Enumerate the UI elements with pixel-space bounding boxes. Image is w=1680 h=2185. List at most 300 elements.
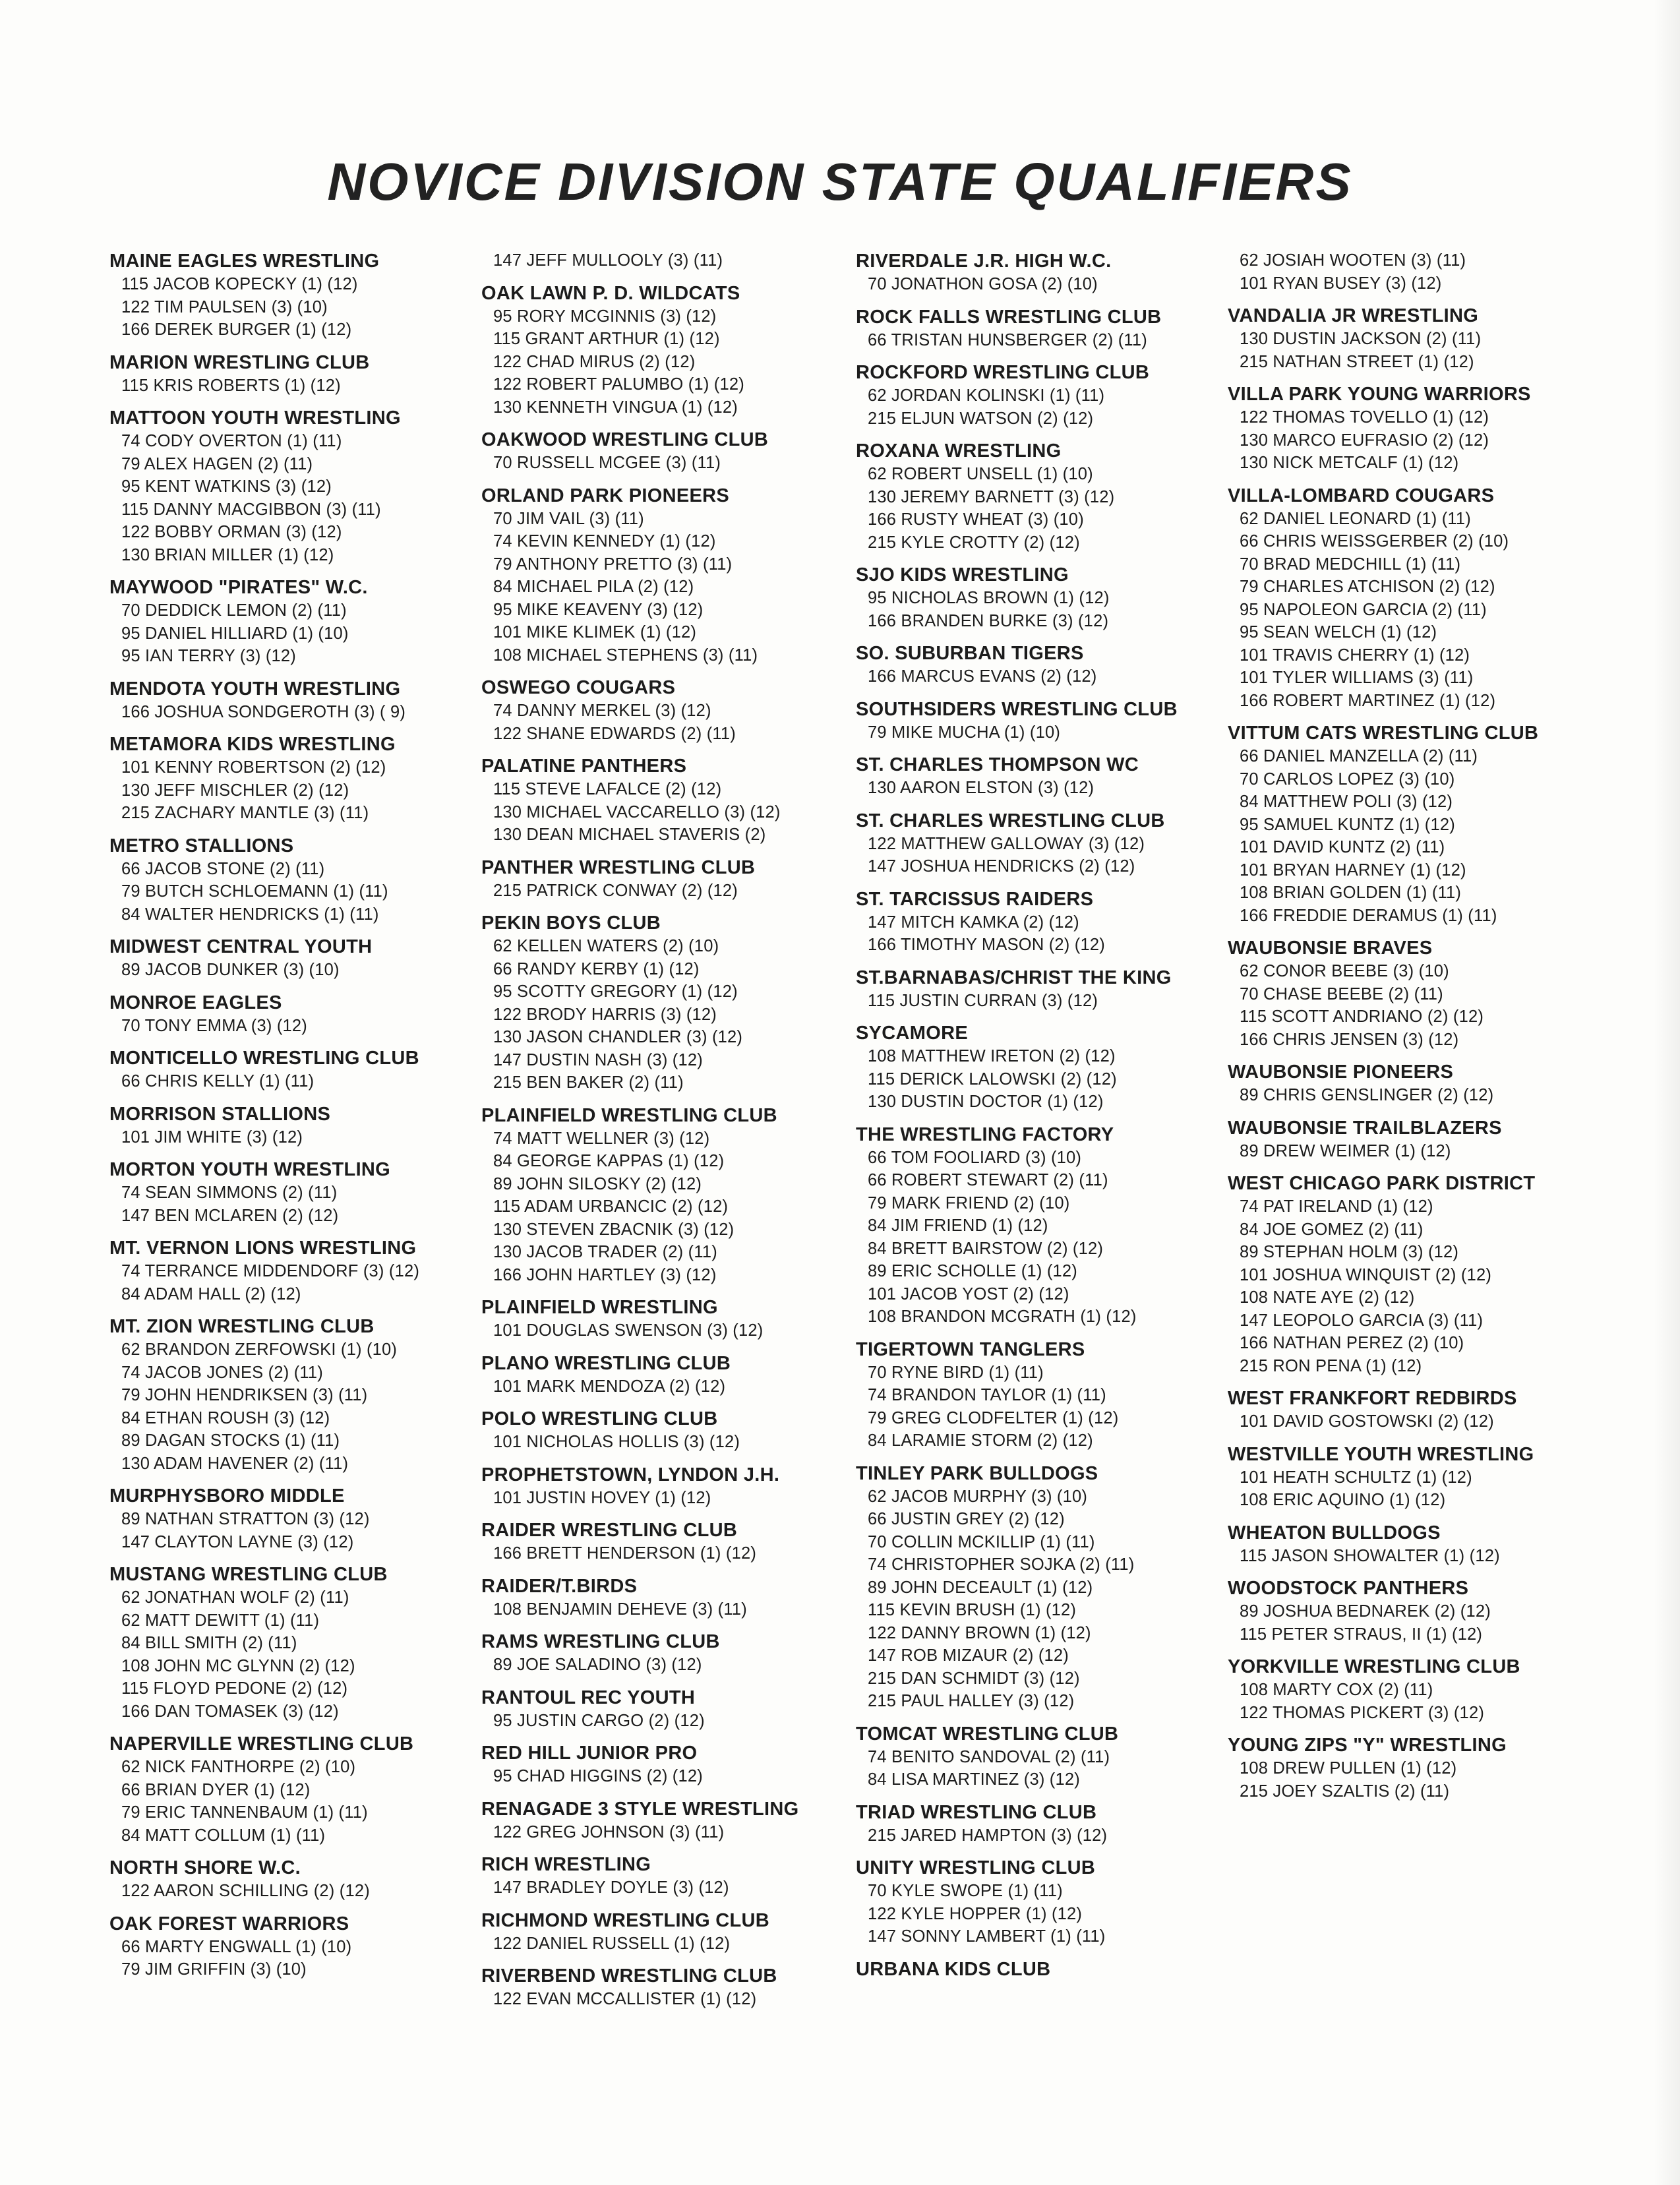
page-title: NOVICE DIVISION STATE QUALIFIERS xyxy=(327,152,1353,211)
club-block xyxy=(481,1853,851,1900)
club-block xyxy=(856,887,1225,957)
club-name: RANTOUL REC YOUTH xyxy=(481,1687,696,1708)
club-name: ST. CHARLES THOMPSON WC xyxy=(856,754,1139,775)
club-name: RAMS WRESTLING CLUB xyxy=(481,1631,720,1652)
wrestler-entry: 122 THOMAS TOVELLO (1) (12) xyxy=(1240,408,1489,427)
club-name: PROPHETSTOWN, LYNDON J.H. xyxy=(481,1464,780,1485)
club-name: MONTICELLO WRESTLING CLUB xyxy=(109,1048,419,1069)
wrestler-entry: 84 GEORGE KAPPAS (1) (12) xyxy=(493,1152,725,1170)
wrestler-entry: 215 PAUL HALLEY (3) (12) xyxy=(868,1692,1075,1710)
wrestler-entry: 66 DANIEL MANZELLA (2) (11) xyxy=(1240,747,1478,765)
wrestler-entry: 95 NICHOLAS BROWN (1) (12) xyxy=(868,589,1110,607)
club-name: MORTON YOUTH WRESTLING xyxy=(109,1159,391,1180)
club-name: SOUTHSIDERS WRESTLING CLUB xyxy=(856,698,1178,720)
wrestler-entry: 166 RUSTY WHEAT (3) (10) xyxy=(868,510,1084,529)
club-name: PANTHER WRESTLING CLUB xyxy=(481,856,756,878)
wrestler-entry: 215 KYLE CROTTY (2) (12) xyxy=(868,533,1080,552)
wrestler-entry: 89 JOHN DECEAULT (1) (12) xyxy=(868,1578,1093,1597)
club-block xyxy=(109,1732,479,1847)
wrestler-entry: 115 KRIS ROBERTS (1) (12) xyxy=(121,376,341,395)
club-block xyxy=(1228,484,1597,713)
club-block xyxy=(481,1296,851,1342)
wrestler-entry: 70 COLLIN MCKILLIP (1) (11) xyxy=(868,1532,1095,1551)
wrestler-entry: 74 CHRISTOPHER SOJKA (2) (11) xyxy=(868,1555,1135,1574)
club-name: SO. SUBURBAN TIGERS xyxy=(856,643,1084,664)
wrestler-entry: 115 PETER STRAUS, II (1) (12) xyxy=(1240,1625,1483,1644)
club-name: VANDALIA JR WRESTLING xyxy=(1228,305,1479,326)
wrestler-entry: 166 DAN TOMASEK (3) (12) xyxy=(121,1702,339,1721)
club-block xyxy=(856,249,1225,296)
continued-entries xyxy=(1228,249,1597,295)
wrestler-entry: 95 IAN TERRY (3) (12) xyxy=(121,647,296,665)
wrestler-entry: 74 JACOB JONES (2) (11) xyxy=(121,1363,323,1382)
club-block xyxy=(856,698,1225,744)
club-block xyxy=(481,1686,851,1733)
wrestler-entry: 62 NICK FANTHORPE (2) (10) xyxy=(121,1758,356,1776)
wrestler-entry: 84 MATTHEW POLI (3) (12) xyxy=(1240,793,1453,811)
wrestler-entry: 66 BRIAN DYER (1) (12) xyxy=(121,1780,311,1799)
club-name: PLAINFIELD WRESTLING CLUB xyxy=(481,1104,777,1126)
club-block xyxy=(481,484,851,667)
wrestler-entry: 62 JACOB MURPHY (3) (10) xyxy=(868,1487,1088,1506)
wrestler-entry: 122 DANIEL RUSSELL (1) (12) xyxy=(493,1934,731,1953)
wrestler-entry: 95 RORY MCGINNIS (3) (12) xyxy=(493,307,717,326)
wrestler-entry: 70 CHASE BEEBE (2) (11) xyxy=(1240,984,1443,1003)
club-block xyxy=(1228,1576,1597,1646)
wrestler-entry: 108 MARTY COX (2) (11) xyxy=(1240,1681,1433,1699)
club-name: YORKVILLE WRESTLING CLUB xyxy=(1228,1656,1520,1677)
club-block xyxy=(856,305,1225,352)
club-block xyxy=(1228,1387,1597,1433)
club-block xyxy=(109,1912,479,1981)
club-block xyxy=(1228,382,1597,475)
wrestler-entry: 108 NATE AYE (2) (12) xyxy=(1240,1288,1415,1307)
club-block xyxy=(856,809,1225,878)
column-2 xyxy=(481,249,851,2020)
wrestler-entry: 101 DOUGLAS SWENSON (3) (12) xyxy=(493,1321,764,1340)
wrestler-entry: 122 GREG JOHNSON (3) (11) xyxy=(493,1822,725,1841)
club-name: URBANA KIDS CLUB xyxy=(856,1958,1051,1980)
club-name: MAINE EAGLES WRESTLING xyxy=(109,251,380,272)
wrestler-entry: 74 CODY OVERTON (1) (11) xyxy=(121,432,342,450)
wrestler-entry: 74 SEAN SIMMONS (2) (11) xyxy=(121,1183,338,1202)
wrestler-entry: 84 LARAMIE STORM (2) (12) xyxy=(868,1431,1093,1450)
wrestler-entry: 108 MATTHEW IRETON (2) (12) xyxy=(868,1047,1116,1065)
wrestler-entry: 147 SONNY LAMBERT (1) (11) xyxy=(868,1927,1106,1946)
wrestler-entry: 122 MATTHEW GALLOWAY (3) (12) xyxy=(868,834,1145,853)
club-name: PLAINFIELD WRESTLING xyxy=(481,1297,718,1318)
wrestler-entry: 70 TONY EMMA (3) (12) xyxy=(121,1016,307,1035)
wrestler-entry: 147 JEFF MULLOOLY (3) (11) xyxy=(493,251,723,270)
wrestler-entry: 95 JUSTIN CARGO (2) (12) xyxy=(493,1711,705,1730)
wrestler-entry: 84 WALTER HENDRICKS (1) (11) xyxy=(121,905,379,924)
club-block xyxy=(109,249,479,342)
wrestler-entry: 215 RON PENA (1) (12) xyxy=(1240,1356,1422,1375)
wrestler-entry: 130 JASON CHANDLER (3) (12) xyxy=(493,1028,743,1046)
wrestler-entry: 79 ANTHONY PRETTO (3) (11) xyxy=(493,554,733,574)
wrestler-entry: 79 ERIC TANNENBAUM (1) (11) xyxy=(121,1803,368,1822)
wrestler-entry: 84 MATT COLLUM (1) (11) xyxy=(121,1826,326,1845)
wrestler-entry: 108 DREW PULLEN (1) (12) xyxy=(1240,1759,1457,1778)
club-name: ROXANA WRESTLING xyxy=(856,440,1062,462)
wrestler-entry: 74 BRANDON TAYLOR (1) (11) xyxy=(868,1386,1106,1404)
club-name: RICH WRESTLING xyxy=(481,1854,651,1875)
club-name: WAUBONSIE TRAILBLAZERS xyxy=(1228,1117,1502,1139)
wrestler-entry: 95 KENT WATKINS (3) (12) xyxy=(121,477,332,496)
club-name: RAIDER/T.BIRDS xyxy=(481,1575,638,1597)
club-name: SJO KIDS WRESTLING xyxy=(856,564,1069,585)
wrestler-entry: 70 CARLOS LOPEZ (3) (10) xyxy=(1240,769,1455,789)
club-block xyxy=(1228,721,1597,927)
wrestler-entry: 70 JIM VAIL (3) (11) xyxy=(493,509,644,528)
club-name: WEST FRANKFORT REDBIRDS xyxy=(1228,1388,1517,1409)
wrestler-entry: 74 TERRANCE MIDDENDORF (3) (12) xyxy=(121,1262,420,1280)
club-name: THE WRESTLING FACTORY xyxy=(856,1123,1114,1145)
club-block xyxy=(1228,1521,1597,1568)
wrestler-entry: 70 RYNE BIRD (1) (11) xyxy=(868,1363,1044,1382)
club-name: TOMCAT WRESTLING CLUB xyxy=(856,1723,1119,1745)
wrestler-entry: 115 SCOTT ANDRIANO (2) (12) xyxy=(1240,1007,1484,1026)
wrestler-entry: 101 MARK MENDOZA (2) (12) xyxy=(493,1377,726,1396)
wrestler-entry: 130 ADAM HAVENER (2) (11) xyxy=(121,1454,349,1473)
club-name: RIVERBEND WRESTLING CLUB xyxy=(481,1965,777,1987)
wrestler-entry: 130 MARCO EUFRASIO (2) (12) xyxy=(1240,431,1489,450)
wrestler-entry: 166 BRETT HENDERSON (1) (12) xyxy=(493,1544,757,1563)
wrestler-entry: 101 JACOB YOST (2) (12) xyxy=(868,1284,1069,1303)
wrestler-entry: 70 DEDDICK LEMON (2) (11) xyxy=(121,601,347,620)
club-name: TIGERTOWN TANGLERS xyxy=(856,1338,1085,1360)
club-block xyxy=(856,439,1225,554)
club-block xyxy=(481,676,851,745)
wrestler-entry: 166 MARCUS EVANS (2) (12) xyxy=(868,667,1097,686)
club-name: RED HILL JUNIOR PRO xyxy=(481,1743,698,1764)
wrestler-entry: 66 JUSTIN GREY (2) (12) xyxy=(868,1510,1065,1528)
wrestler-entry: 130 NICK METCALF (1) (12) xyxy=(1240,454,1459,472)
wrestler-entry: 101 HEATH SCHULTZ (1) (12) xyxy=(1240,1468,1472,1487)
wrestler-entry: 62 JORDAN KOLINSKI (1) (11) xyxy=(868,386,1105,405)
wrestler-entry: 101 DAVID KUNTZ (2) (11) xyxy=(1240,838,1445,856)
wrestler-entry: 166 CHRIS JENSEN (3) (12) xyxy=(1240,1030,1459,1049)
club-name: TINLEY PARK BULLDOGS xyxy=(856,1462,1098,1484)
wrestler-entry: 95 SAMUEL KUNTZ (1) (12) xyxy=(1240,815,1455,834)
club-name: ST. TARCISSUS RAIDERS xyxy=(856,888,1094,910)
wrestler-entry: 130 DUSTIN DOCTOR (1) (12) xyxy=(868,1092,1104,1111)
wrestler-entry: 215 PATRICK CONWAY (2) (12) xyxy=(493,881,738,900)
wrestler-entry: 108 BENJAMIN DEHEVE (3) (11) xyxy=(493,1600,747,1619)
wrestler-entry: 122 SHANE EDWARDS (2) (11) xyxy=(493,724,736,743)
club-block xyxy=(1228,1443,1597,1512)
club-name: PEKIN BOYS CLUB xyxy=(481,913,661,934)
wrestler-entry: 147 ROB MIZAUR (2) (12) xyxy=(868,1646,1069,1665)
club-name: MUSTANG WRESTLING CLUB xyxy=(109,1564,388,1585)
wrestler-entry: 115 DERICK LALOWSKI (2) (12) xyxy=(868,1069,1117,1089)
club-name: WEST CHICAGO PARK DISTRICT xyxy=(1228,1173,1536,1194)
wrestler-entry: 122 BOBBY ORMAN (3) (12) xyxy=(121,523,342,541)
club-block xyxy=(856,361,1225,430)
club-name: MURPHYSBORO MIDDLE xyxy=(109,1485,345,1507)
club-name: YOUNG ZIPS "Y" WRESTLING xyxy=(1228,1735,1507,1756)
wrestler-entry: 166 NATHAN PEREZ (2) (10) xyxy=(1240,1334,1464,1352)
wrestler-entry: 122 BRODY HARRIS (3) (12) xyxy=(493,1005,717,1024)
wrestler-entry: 101 JIM WHITE (3) (12) xyxy=(121,1127,303,1147)
club-block xyxy=(856,1958,1225,1981)
club-block xyxy=(856,563,1225,632)
wrestler-entry: 101 JOSHUA WINQUIST (2) (12) xyxy=(1240,1265,1492,1284)
wrestler-entry: 101 DAVID GOSTOWSKI (2) (12) xyxy=(1240,1412,1494,1431)
club-block xyxy=(109,1158,479,1227)
wrestler-entry: 84 ETHAN ROUSH (3) (12) xyxy=(121,1408,330,1427)
wrestler-entry: 66 RANDY KERBY (1) (12) xyxy=(493,959,700,978)
club-block xyxy=(481,911,851,1094)
club-block xyxy=(109,991,479,1038)
wrestler-entry: 122 AARON SCHILLING (2) (12) xyxy=(121,1882,370,1900)
wrestler-entry: 101 KENNY ROBERTSON (2) (12) xyxy=(121,758,386,777)
wrestler-entry: 122 CHAD MIRUS (2) (12) xyxy=(493,352,696,371)
club-block xyxy=(109,406,479,566)
wrestler-entry: 130 MICHAEL VACCARELLO (3) (12) xyxy=(493,802,781,822)
wrestler-entry: 89 STEPHAN HOLM (3) (12) xyxy=(1240,1243,1459,1261)
club-name: WHEATON BULLDOGS xyxy=(1228,1522,1441,1543)
club-name: PLANO WRESTLING CLUB xyxy=(481,1352,731,1374)
wrestler-entry: 84 LISA MARTINEZ (3) (12) xyxy=(868,1770,1080,1789)
wrestler-entry: 101 RYAN BUSEY (3) (12) xyxy=(1240,274,1442,293)
club-name: WAUBONSIE PIONEERS xyxy=(1228,1062,1454,1083)
club-block xyxy=(109,1856,479,1903)
club-block xyxy=(109,1315,479,1475)
wrestler-entry: 115 DANNY MACGIBBON (3) (11) xyxy=(121,500,381,519)
wrestler-entry: 74 PAT IRELAND (1) (12) xyxy=(1240,1197,1433,1216)
wrestler-entry: 66 JACOB STONE (2) (11) xyxy=(121,859,325,878)
club-block xyxy=(856,1021,1225,1114)
club-block xyxy=(481,856,851,903)
wrestler-entry: 79 JOHN HENDRIKSEN (3) (11) xyxy=(121,1386,368,1404)
wrestler-entry: 122 DANNY BROWN (1) (12) xyxy=(868,1623,1091,1642)
wrestler-entry: 84 JOE GOMEZ (2) (11) xyxy=(1240,1220,1424,1239)
wrestler-entry: 147 DUSTIN NASH (3) (12) xyxy=(493,1050,703,1069)
wrestler-entry: 70 JONATHON GOSA (2) (10) xyxy=(868,275,1098,293)
club-block xyxy=(481,1463,851,1510)
wrestler-entry: 130 STEVEN ZBACNIK (3) (12) xyxy=(493,1220,735,1239)
wrestler-entry: 79 ALEX HAGEN (2) (11) xyxy=(121,454,313,473)
club-name: MT. VERNON LIONS WRESTLING xyxy=(109,1238,417,1259)
wrestler-entry: 166 BRANDEN BURKE (3) (12) xyxy=(868,611,1109,630)
wrestler-entry: 66 TRISTAN HUNSBERGER (2) (11) xyxy=(868,330,1147,349)
club-name: ST. CHARLES WRESTLING CLUB xyxy=(856,810,1165,831)
club-name: SYCAMORE xyxy=(856,1023,968,1044)
club-name: WOODSTOCK PANTHERS xyxy=(1228,1578,1469,1599)
club-block xyxy=(481,754,851,847)
club-name: ORLAND PARK PIONEERS xyxy=(481,485,730,506)
club-name: UNITY WRESTLING CLUB xyxy=(856,1857,1096,1878)
club-name: PALATINE PANTHERS xyxy=(481,756,687,777)
wrestler-entry: 130 KENNETH VINGUA (1) (12) xyxy=(493,398,738,417)
wrestler-entry: 115 JUSTIN CURRAN (3) (12) xyxy=(868,991,1098,1010)
wrestler-entry: 95 SEAN WELCH (1) (12) xyxy=(1240,623,1437,642)
wrestler-entry: 147 BRADLEY DOYLE (3) (12) xyxy=(493,1878,729,1897)
club-block xyxy=(856,642,1225,688)
club-block xyxy=(481,1630,851,1677)
club-block xyxy=(109,576,479,668)
wrestler-entry: 122 THOMAS PICKERT (3) (12) xyxy=(1240,1703,1485,1722)
club-block xyxy=(856,753,1225,800)
club-name: MATTOON YOUTH WRESTLING xyxy=(109,407,401,429)
club-block xyxy=(481,1797,851,1844)
wrestler-entry: 79 CHARLES ATCHISON (2) (12) xyxy=(1240,578,1495,596)
wrestler-entry: 122 TIM PAULSEN (3) (10) xyxy=(121,297,328,316)
wrestler-entry: 115 JACOB KOPECKY (1) (12) xyxy=(121,275,358,293)
wrestler-entry: 108 BRIAN GOLDEN (1) (11) xyxy=(1240,883,1462,902)
wrestler-entry: 84 BILL SMITH (2) (11) xyxy=(121,1634,297,1652)
wrestler-entry: 74 KEVIN KENNEDY (1) (12) xyxy=(493,532,716,551)
club-name: TRIAD WRESTLING CLUB xyxy=(856,1801,1097,1823)
wrestler-entry: 62 DANIEL LEONARD (1) (11) xyxy=(1240,509,1471,528)
wrestler-entry: 66 TOM FOOLIARD (3) (10) xyxy=(868,1148,1082,1167)
club-name: ROCKFORD WRESTLING CLUB xyxy=(856,362,1150,383)
club-block xyxy=(1228,1733,1597,1803)
club-name: MENDOTA YOUTH WRESTLING xyxy=(109,678,401,700)
wrestler-entry: 166 JOHN HARTLEY (3) (12) xyxy=(493,1265,717,1284)
wrestler-entry: 62 JONATHAN WOLF (2) (11) xyxy=(121,1588,349,1607)
wrestler-entry: 89 JOSHUA BEDNAREK (2) (12) xyxy=(1240,1602,1491,1621)
wrestler-entry: 101 NICHOLAS HOLLIS (3) (12) xyxy=(493,1433,740,1451)
scan-edge-shadow xyxy=(1654,0,1680,2185)
club-block xyxy=(109,935,479,982)
wrestler-entry: 89 JACOB DUNKER (3) (10) xyxy=(121,961,340,979)
club-block xyxy=(109,1484,479,1553)
wrestler-entry: 108 ERIC AQUINO (1) (12) xyxy=(1240,1491,1446,1509)
wrestler-entry: 215 BEN BAKER (2) (11) xyxy=(493,1073,684,1092)
wrestler-entry: 62 KELLEN WATERS (2) (10) xyxy=(493,937,719,955)
wrestler-entry: 66 CHRIS KELLY (1) (11) xyxy=(121,1072,315,1091)
club-name: OAK FOREST WARRIORS xyxy=(109,1913,349,1934)
wrestler-entry: 101 MIKE KLIMEK (1) (12) xyxy=(493,623,697,642)
club-name: OSWEGO COUGARS xyxy=(481,677,676,698)
continued-entries xyxy=(481,249,851,272)
wrestler-entry: 95 NAPOLEON GARCIA (2) (11) xyxy=(1240,600,1487,619)
club-name: NORTH SHORE W.C. xyxy=(109,1857,301,1878)
club-block xyxy=(481,1741,851,1788)
club-name: WESTVILLE YOUTH WRESTLING xyxy=(1228,1443,1534,1465)
wrestler-entry: 130 BRIAN MILLER (1) (12) xyxy=(121,545,334,564)
wrestler-entry: 166 TIMOTHY MASON (2) (12) xyxy=(868,936,1105,954)
club-block xyxy=(109,1563,479,1723)
club-name: MAYWOOD "PIRATES" W.C. xyxy=(109,577,368,598)
wrestler-entry: 101 JUSTIN HOVEY (1) (12) xyxy=(493,1488,711,1507)
club-block xyxy=(481,1407,851,1454)
club-block xyxy=(481,1104,851,1287)
wrestler-entry: 89 DAGAN STOCKS (1) (11) xyxy=(121,1431,340,1450)
club-block xyxy=(856,1462,1225,1713)
wrestler-entry: 130 JEFF MISCHLER (2) (12) xyxy=(121,781,349,800)
wrestler-entry: 95 CHAD HIGGINS (2) (12) xyxy=(493,1767,703,1785)
wrestler-entry: 74 BENITO SANDOVAL (2) (11) xyxy=(868,1747,1110,1766)
club-block xyxy=(481,1518,851,1565)
club-name: MONROE EAGLES xyxy=(109,992,282,1013)
club-name: POLO WRESTLING CLUB xyxy=(481,1408,718,1429)
wrestler-entry: 115 GRANT ARTHUR (1) (12) xyxy=(493,330,720,348)
wrestler-entry: 95 MIKE KEAVENY (3) (12) xyxy=(493,600,704,619)
club-name: RICHMOND WRESTLING CLUB xyxy=(481,1909,770,1931)
wrestler-entry: 84 ADAM HALL (2) (12) xyxy=(121,1284,301,1303)
wrestler-entry: 66 CHRIS WEISSGERBER (2) (10) xyxy=(1240,532,1509,551)
club-block xyxy=(481,428,851,475)
wrestler-entry: 66 ROBERT STEWART (2) (11) xyxy=(868,1171,1108,1189)
club-block xyxy=(481,1352,851,1398)
club-block xyxy=(1228,1172,1597,1377)
club-block xyxy=(109,677,479,724)
wrestler-entry: 166 ROBERT MARTINEZ (1) (12) xyxy=(1240,691,1496,710)
wrestler-entry: 115 ADAM URBANCIC (2) (12) xyxy=(493,1197,729,1216)
wrestler-entry: 130 JACOB TRADER (2) (11) xyxy=(493,1243,717,1261)
club-name: RAIDER WRESTLING CLUB xyxy=(481,1520,738,1541)
club-name: MORRISON STALLIONS xyxy=(109,1103,331,1125)
club-block xyxy=(1228,936,1597,1051)
club-name: ST.BARNABAS/CHRIST THE KING xyxy=(856,967,1172,988)
wrestler-entry: 215 ZACHARY MANTLE (3) (11) xyxy=(121,804,369,822)
wrestler-entry: 147 LEOPOLO GARCIA (3) (11) xyxy=(1240,1311,1484,1330)
column-4 xyxy=(1228,249,1597,1812)
club-name: MIDWEST CENTRAL YOUTH xyxy=(109,936,373,957)
wrestler-entry: 166 FREDDIE DERAMUS (1) (11) xyxy=(1240,906,1497,925)
club-name: VITTUM CATS WRESTLING CLUB xyxy=(1228,723,1539,744)
wrestler-entry: 95 SCOTTY GREGORY (1) (12) xyxy=(493,982,738,1001)
wrestler-entry: 147 MITCH KAMKA (2) (12) xyxy=(868,913,1079,932)
wrestler-entry: 62 JOSIAH WOOTEN (3) (11) xyxy=(1240,251,1466,270)
club-name: MT. ZION WRESTLING CLUB xyxy=(109,1316,375,1337)
club-block xyxy=(856,1722,1225,1791)
club-name: OAKWOOD WRESTLING CLUB xyxy=(481,429,769,450)
wrestler-entry: 79 GREG CLODFELTER (1) (12) xyxy=(868,1408,1119,1427)
wrestler-entry: 101 TRAVIS CHERRY (1) (12) xyxy=(1240,645,1470,665)
wrestler-entry: 108 BRANDON MCGRATH (1) (12) xyxy=(868,1307,1137,1326)
wrestler-entry: 89 NATHAN STRATTON (3) (12) xyxy=(121,1510,370,1528)
wrestler-entry: 130 DEAN MICHAEL STAVERIS (2) xyxy=(493,825,766,844)
wrestler-entry: 79 JIM GRIFFIN (3) (10) xyxy=(121,1960,307,1979)
wrestler-entry: 215 ELJUN WATSON (2) (12) xyxy=(868,409,1094,428)
wrestler-entry: 215 DAN SCHMIDT (3) (12) xyxy=(868,1669,1080,1688)
wrestler-entry: 79 BUTCH SCHLOEMANN (1) (11) xyxy=(121,882,388,901)
wrestler-entry: 115 KEVIN BRUSH (1) (12) xyxy=(868,1601,1077,1619)
club-name: METRO STALLIONS xyxy=(109,835,294,856)
wrestler-entry: 89 DREW WEIMER (1) (12) xyxy=(1240,1141,1451,1160)
wrestler-entry: 89 JOE SALADINO (3) (12) xyxy=(493,1656,702,1674)
wrestler-entry: 115 STEVE LAFALCE (2) (12) xyxy=(493,780,722,798)
wrestler-entry: 62 BRANDON ZERFOWSKI (1) (10) xyxy=(121,1340,398,1359)
wrestler-entry: 62 MATT DEWITT (1) (11) xyxy=(121,1611,320,1630)
wrestler-entry: 89 ERIC SCHOLLE (1) (12) xyxy=(868,1262,1077,1280)
wrestler-entry: 166 DEREK BURGER (1) (12) xyxy=(121,320,352,339)
wrestler-entry: 62 CONOR BEEBE (3) (10) xyxy=(1240,962,1449,980)
wrestler-entry: 101 TYLER WILLIAMS (3) (11) xyxy=(1240,669,1474,687)
wrestler-entry: 147 CLAYTON LAYNE (3) (12) xyxy=(121,1532,354,1551)
wrestler-entry: 70 RUSSELL MCGEE (3) (11) xyxy=(493,454,721,472)
wrestler-entry: 215 NATHAN STREET (1) (12) xyxy=(1240,352,1474,371)
wrestler-entry: 147 BEN MCLAREN (2) (12) xyxy=(121,1206,339,1225)
wrestler-entry: 74 MATT WELLNER (3) (12) xyxy=(493,1129,710,1148)
club-name: RENAGADE 3 STYLE WRESTLING xyxy=(481,1798,799,1820)
wrestler-entry: 108 MICHAEL STEPHENS (3) (11) xyxy=(493,645,758,665)
club-block xyxy=(481,1909,851,1956)
club-block xyxy=(1228,1060,1597,1107)
club-block xyxy=(856,1856,1225,1948)
club-name: ROCK FALLS WRESTLING CLUB xyxy=(856,306,1162,328)
wrestler-entry: 101 BRYAN HARNEY (1) (12) xyxy=(1240,860,1466,880)
wrestler-entry: 166 JOSHUA SONDGEROTH (3) ( 9) xyxy=(121,702,406,721)
wrestler-entry: 215 JARED HAMPTON (3) (12) xyxy=(868,1826,1108,1845)
wrestler-entry: 130 DUSTIN JACKSON (2) (11) xyxy=(1240,330,1482,348)
wrestler-entry: 95 DANIEL HILLIARD (1) (10) xyxy=(121,624,349,643)
wrestler-entry: 122 KYLE HOPPER (1) (12) xyxy=(868,1904,1083,1923)
